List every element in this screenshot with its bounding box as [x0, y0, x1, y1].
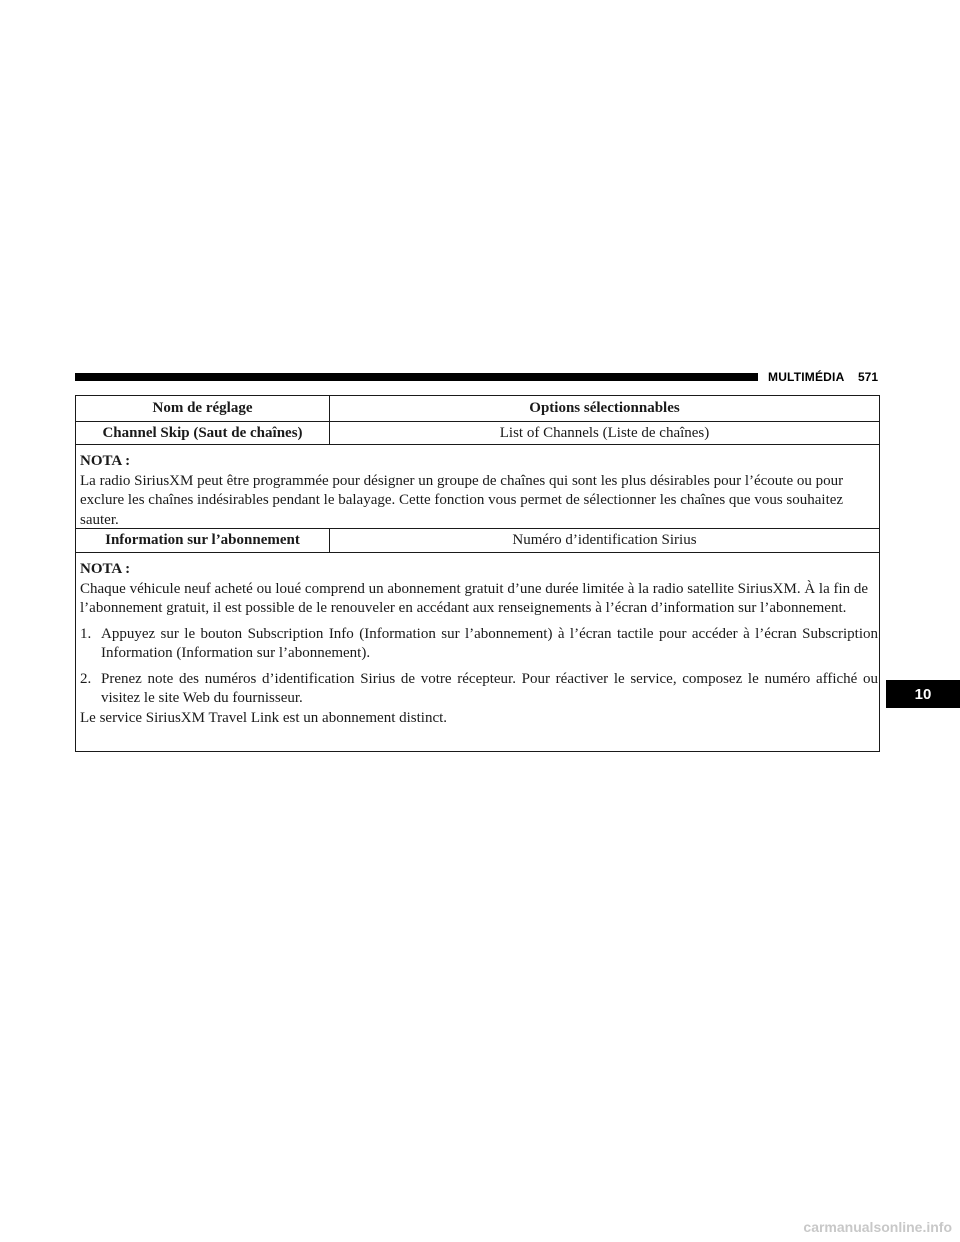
note-title: NOTA :: [80, 453, 131, 469]
table-row: [76, 422, 879, 444]
table-header-row: [76, 396, 879, 421]
setting-option: Numéro d’identification Sirius: [512, 532, 697, 548]
section-title: MULTIMÉDIA: [768, 370, 845, 384]
chapter-tab: 10: [886, 680, 960, 708]
list-text: Appuyez sur le bouton Subscription Info (Information sur l’abonnement) à l’écran tactile pour accéder à l’écran Subscription Information (Information sur l’abonnement).: [101, 625, 878, 661]
list-item: [80, 670, 878, 709]
header-rule: [75, 373, 758, 381]
row-divider: [76, 444, 879, 445]
list-text: Prenez note des numéros d’identification Sirius de votre récepteur. Pour réactiver le service, composez le numéro affiché ou visitez le site Web du fournisseur.: [101, 670, 878, 706]
list-item: [80, 625, 878, 664]
header-options: Options sélectionnables: [529, 400, 680, 416]
note-text: Chaque véhicule neuf acheté ou loué comprend un abonnement gratuit d’une durée limitée à la radio satellite SiriusXM. À la fin de l’abonnement gratuit, il est possible de le renouveler en accédant aux renseignements à l’écran d’information sur l’abonnement.: [80, 580, 869, 616]
row-divider: [76, 552, 879, 553]
header-setting-name: Nom de réglage: [152, 400, 253, 416]
list-number: 1.: [80, 625, 92, 642]
note-block: [80, 560, 878, 728]
list-number: 2.: [80, 670, 92, 687]
closing-text: Le service SiriusXM Travel Link est un abonnement distinct.: [80, 709, 448, 726]
footer-watermark: carmanualsonline.info: [803, 1219, 952, 1235]
note-text: La radio SiriusXM peut être programmée pour désigner un groupe de chaînes qui sont les plus désirables pour l’écoute ou pour exclure les chaînes indésirables pendant le balayage. Cette fonction vous permet de sélectionner les chaînes que vous souhaitez sauter.: [80, 472, 844, 528]
table-row: [76, 529, 879, 552]
setting-name: Channel Skip (Saut de chaînes): [102, 424, 303, 441]
settings-table: [75, 395, 880, 752]
setting-name: Information sur l’abonnement: [105, 532, 300, 548]
note-title: NOTA :: [80, 561, 131, 577]
page-number: 571: [858, 370, 879, 384]
setting-option: List of Channels (Liste de chaînes): [499, 424, 710, 441]
note-block: [80, 452, 878, 530]
